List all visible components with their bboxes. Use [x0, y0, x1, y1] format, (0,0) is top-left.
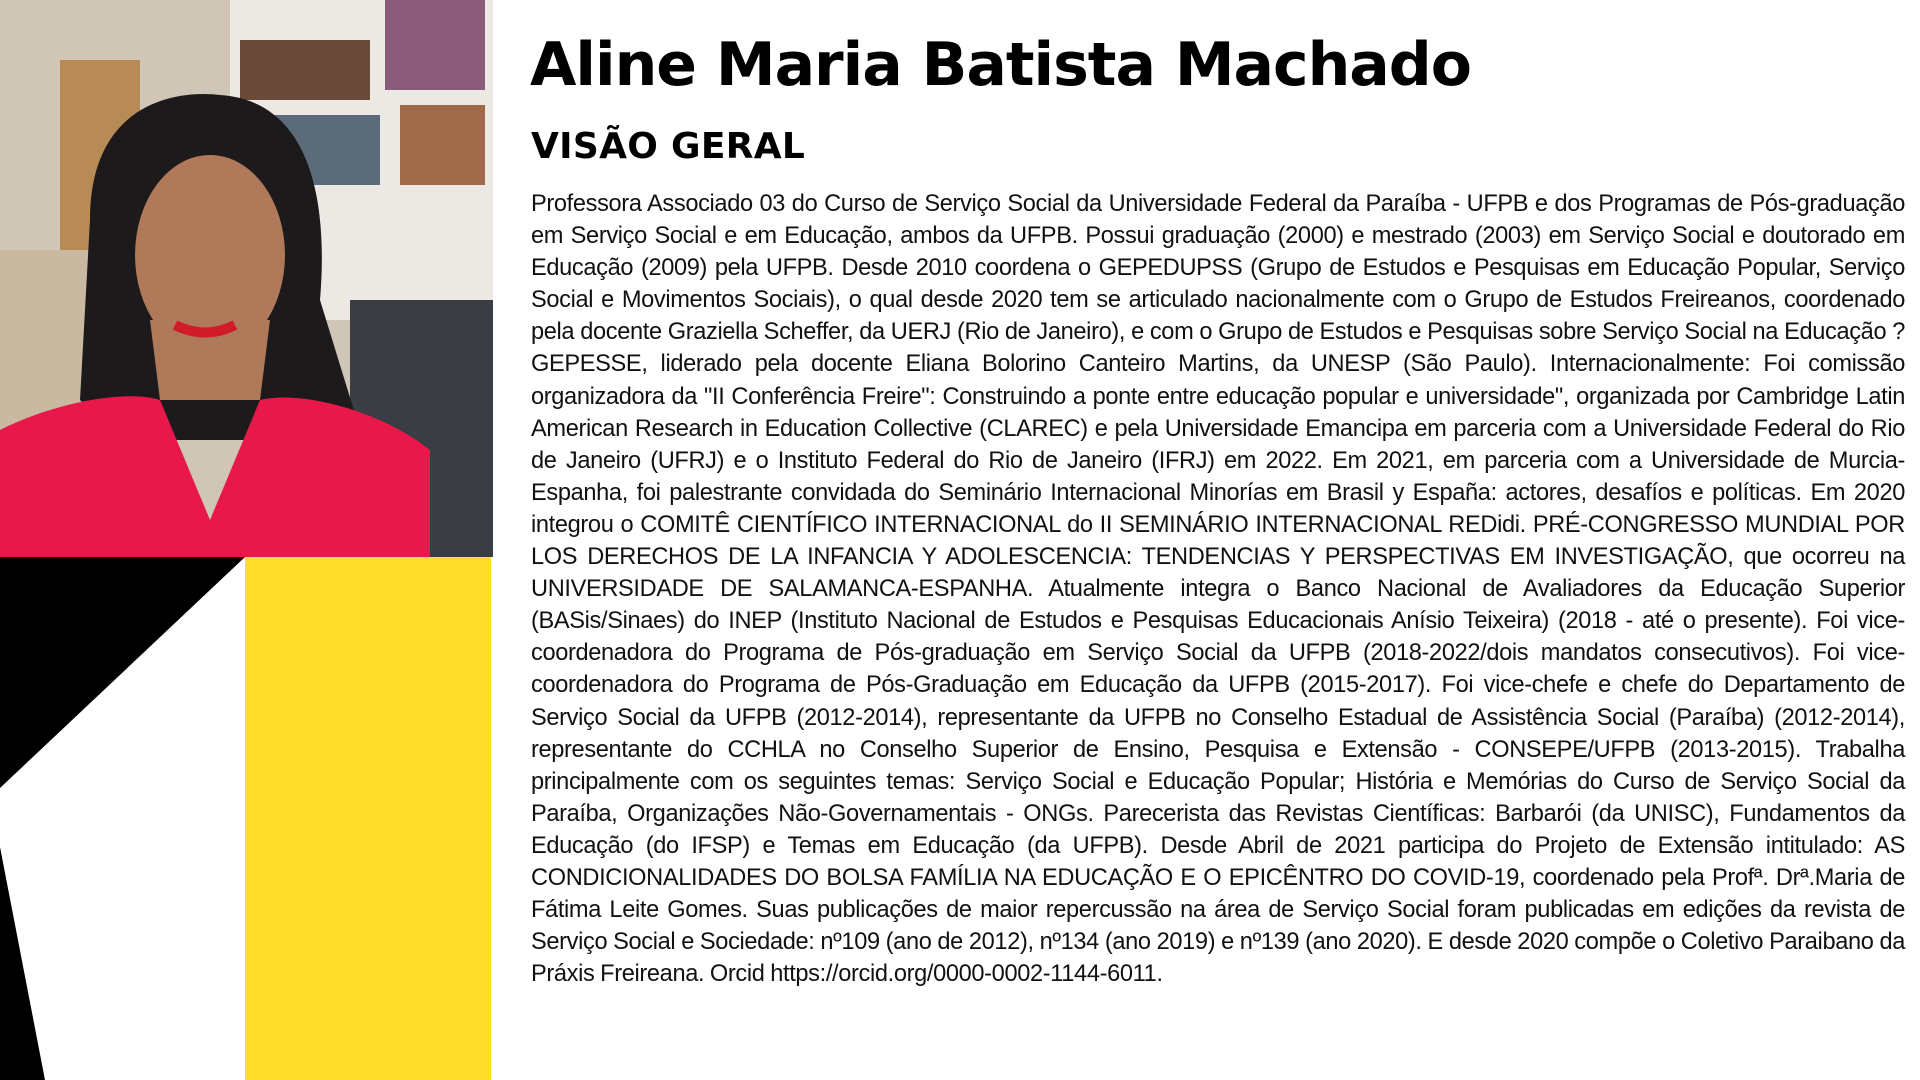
- section-title: VISÃO GERAL: [531, 126, 806, 167]
- yellow-block: [245, 557, 491, 1080]
- portrait-illustration: [0, 0, 493, 557]
- person-name: Aline Maria Batista Machado: [530, 30, 1471, 100]
- profile-photo: [0, 0, 493, 557]
- decorative-shapes: [0, 557, 493, 1080]
- biography-text: Professora Associado 03 do Curso de Serviço Social da Universidade Federal da Paraíba - UFPB e dos Programas de Pós-graduação em Serviço Social e em Educação, ambos da UFPB. Possui graduação (2000) e mestrado (2003) em Serviço Social e doutorado em Educação (2009) pela UFPB. Desde 2010 coordena o GEPEDUPSS (Grupo de Estudos e Pesquisas em Educação Popular, Serviço Social e Movimentos Sociais), o qual desde 2020 tem se articulado nacionalmente com o Grupo de Estudos Freireanos, coordenado pela docente Graziella Scheffer, da UERJ (Rio de Janeiro), e com o Grupo de Estudos e Pesquisas sobre Serviço Social na Educação ? GEPESSE, liderado pela docente Eliana Bolorino Canteiro Martins, da UNESP (São Paulo). Internacionalmente: Foi comissão organizadora da "II Conferência Freire": Construindo a ponte entre educação popular e universidade", organizada por Cambridge Latin American Research in Education Collective (CLAREC) e pela Universidade Emancipa em parceria com a Universidade Federal do Rio de Janeiro (UFRJ) e o Instituto Federal do Rio de Janeiro (IFRJ) em 2022. Em 2021, em parceria com a Universidade de Murcia-Espanha, foi palestrante convidada do Seminário Internacional Minorías em Brasil y España: actores, desafíos e políticas. Em 2020 integrou o COMITÊ CIENTÍFICO INTERNACIONAL do II SEMINÁRIO INTERNACIONAL REDidi. PRÉ-CONGRESSO MUNDIAL POR LOS DERECHOS DE LA INFANCIA Y ADOLESCENCIA: TENDENCIAS Y PERSPECTIVAS EM INVESTIGAÇÃO, que ocorreu na UNIVERSIDADE DE SALAMANCA-ESPANHA. Atualmente integra o Banco Nacional de Avaliadores da Educação Superior (BASis/Sinaes) do INEP (Instituto Nacional de Estudos e Pesquisas Educacionais Anísio Teixeira) (2018 - até o presente). Foi vice-coordenadora do Programa de Pós-graduação em Serviço Social da UFPB (2018-2022/dois mandatos consecutivos). Foi vice-coordenadora do Programa de Pós-Graduação em Educação da UFPB (2015-2017). Foi vice-chefe e chefe do Departamento de Serviço Social da UFPB (2012-2014), representante da UFPB no Conselho Estadual de Assistência Social (Paraíba) (2012-2014), representante do CCHLA no Conselho Superior de Ensino, Pesquisa e Extensão - CONSEPE/UFPB (2013-2015). Trabalha principalmente com os seguintes temas: Serviço Social e Educação Popular; História e Memórias do Curso de Serviço Social da Paraíba, Organizações Não-Governamentais - ONGs. Parecerista das Revistas Científicas: Barbarói (da UNISC), Fundamentos da Educação (do IFSP) e Temas em Educação (da UFPB). Desde Abril de 2021 participa do Projeto de Extensão intitulado: AS CONDICIONALIDADES DO BOLSA FAMÍLIA NA EDUCAÇÃO E O EPICÊNTRO DO COVID-19, coordenado pela Profª. Drª.Maria de Fátima Leite Gomes. Suas publicações de maior repercussão na área de Serviço Social foram publicadas em edições da revista de Serviço Social e Sociedade: nº109 (ano de 2012), nº134 (ano 2019) e nº139 (ano 2020). E desde 2020 compõe o Coletivo Paraibano da Práxis Freireana. Orcid https://orcid.org/0000-0002-1144-6011.: [531, 191, 1905, 988]
